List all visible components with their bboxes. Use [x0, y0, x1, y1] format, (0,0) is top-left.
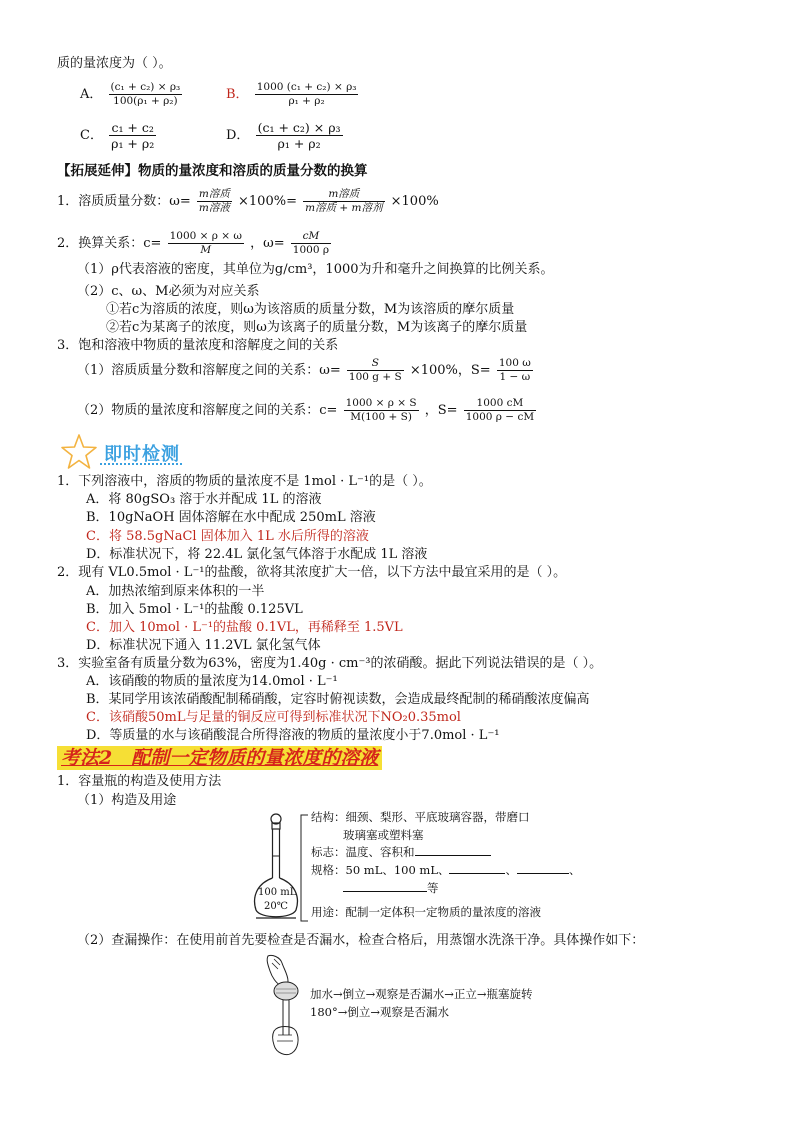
- extension-item-1: [57, 188, 439, 215]
- fraction-numerator: 100 ω: [498, 357, 531, 369]
- option-c[interactable]: [80, 120, 158, 151]
- flask-mark-text: 标志：温度、容积和: [311, 845, 415, 859]
- section-1-2-title: （2）查漏操作：在使用前首先要检查是否漏水，检查合格后，用蒸馏水洗涤干净。具体操作如下：: [77, 933, 645, 948]
- q3-option-b[interactable]: B．某同学用该浓硝酸配制稀硝酸，定容时俯视读数，会造成最终配制的稀硝酸浓度偏高: [86, 692, 590, 707]
- option-b-denominator: ρ₁ + ρ₂: [288, 95, 325, 107]
- fraction-denominator: m溶液: [198, 202, 230, 214]
- fraction-numerator: 1000 cM: [464, 397, 536, 411]
- formula-fraction: [344, 397, 419, 424]
- option-c-numerator: c₁ + c₂: [109, 120, 156, 136]
- formula-fraction: [464, 397, 536, 424]
- option-c-fraction: [109, 120, 156, 151]
- option-b-fraction: [255, 81, 359, 108]
- extension-item-2-2a: ①若c为溶质的浓度，则ω为该溶质的质量分数，M为该溶质的摩尔质量: [106, 302, 515, 317]
- option-a-label: A．: [80, 87, 103, 102]
- flask-use: 用途：配制一定体积一定物质的量浓度的溶液: [311, 905, 541, 919]
- extension-item-3-2: [77, 397, 538, 424]
- blank-field[interactable]: [449, 862, 505, 874]
- q3-option-c[interactable]: C．该硝酸50mL与足量的铜反应可得到标准状况下NO₂0.35mol: [86, 710, 461, 725]
- blank-field[interactable]: [343, 880, 427, 892]
- formula-fraction: [497, 357, 533, 384]
- formula-text: ，ω=: [250, 236, 285, 251]
- flask-spec: [311, 862, 580, 877]
- flask-spec-cont: [343, 880, 439, 895]
- fraction-denominator: 100 g + S: [348, 371, 402, 383]
- q1-option-b[interactable]: B．10gNaOH 固体溶解在水中配成 250mL 溶液: [86, 510, 376, 525]
- extension-item-2-1: （1）ρ代表溶液的密度，其单位为g/cm³，1000为升和毫升之间换算的比例关系。: [77, 262, 554, 277]
- flask-volume-label: 100 mL: [258, 887, 297, 898]
- formula-text: ，S=: [424, 403, 458, 418]
- flask-structure-1: 结构：细颈、梨形、平底玻璃容器，带磨口: [311, 810, 530, 824]
- formula-fraction: [291, 230, 331, 257]
- option-d-fraction: [256, 120, 343, 151]
- formula-text: ×100%: [390, 194, 439, 209]
- method-2-banner: 考法2 配制一定物质的量浓度的溶液: [57, 746, 382, 770]
- section-1-1-title: （1）构造及用途: [77, 793, 177, 808]
- extension-item-3: 3．饱和溶液中物质的量浓度和溶解度之间的关系: [57, 338, 339, 353]
- fraction-denominator: 1 − ω: [499, 371, 531, 383]
- fraction-denominator: 1000 ρ: [292, 244, 330, 256]
- q2-option-d[interactable]: D．标准状况下通入 11.2VL 氯化氢气体: [86, 638, 321, 653]
- flask-mark: [311, 844, 491, 859]
- option-d-numerator: (c₁ + c₂) × ρ₃: [257, 120, 341, 135]
- q2-option-a[interactable]: A．加热浓缩到原来体积的一半: [86, 584, 265, 599]
- option-b[interactable]: [226, 81, 360, 108]
- formula-fraction: [347, 357, 404, 384]
- q3-option-d[interactable]: D．等质量的水与该硝酸混合所得溶液的物质的量浓度小于7.0mol · L⁻¹: [86, 728, 500, 743]
- question-stem-tail: 质的量浓度为（ ）。: [57, 56, 172, 71]
- section-1-title: 1．容量瓶的构造及使用方法: [57, 774, 222, 789]
- q1-option-d[interactable]: D．标准状况下，将 22.4L 氯化氢气体溶于水配成 1L 溶液: [86, 547, 428, 562]
- fraction-numerator: cM: [291, 230, 331, 244]
- flask-spec-text: 规格：50 mL、100 mL、: [311, 863, 450, 877]
- question-3: 3．实验室备有质量分数为63%，密度为1.40g · cm⁻³的浓硝酸。据此下列说法错误的是（ ）。: [57, 656, 603, 671]
- formula-fraction: [303, 188, 384, 215]
- option-c-label: C．: [80, 128, 103, 143]
- fraction-numerator: m溶质: [198, 188, 230, 200]
- fraction-numerator: S: [347, 357, 404, 371]
- q2-option-b[interactable]: B．加入 5mol · L⁻¹的盐酸 0.125VL: [86, 602, 303, 617]
- fraction-numerator: 1000 × ρ × ω: [169, 230, 242, 242]
- option-d-label: D．: [226, 128, 250, 143]
- blank-field[interactable]: [517, 862, 569, 874]
- leak-step-2: 180°→倒立→观察是否漏水: [310, 1005, 449, 1019]
- formula-text: 2．换算关系：c=: [57, 236, 162, 251]
- fraction-denominator: M(100 + S): [350, 411, 412, 423]
- formula-text: ×100%=: [238, 194, 297, 209]
- leak-step-1: 加水→倒立→观察是否漏水→正立→瓶塞旋转: [310, 987, 533, 1001]
- formula-text: （2）物质的量浓度和溶解度之间的关系：c=: [77, 403, 338, 418]
- fraction-numerator: 1000 × ρ × S: [345, 397, 417, 409]
- flask-temperature-label: 20℃: [264, 901, 288, 912]
- formula-text: （1）溶质质量分数和溶解度之间的关系：ω=: [77, 363, 341, 378]
- option-d-denominator: ρ₁ + ρ₂: [277, 136, 321, 151]
- formula-text: ×100%，S=: [409, 363, 491, 378]
- option-a-fraction: [109, 81, 183, 108]
- option-a[interactable]: [80, 81, 184, 108]
- formula-fraction: [197, 188, 232, 215]
- flask-spec-end: 等: [427, 881, 439, 895]
- question-1: 1．下列溶液中，溶质的物质的量浓度不是 1mol · L⁻¹的是（ ）。: [57, 474, 432, 489]
- heading-underline: [100, 463, 182, 465]
- check-heading: 即时检测: [104, 444, 180, 465]
- formula-fraction: [168, 230, 244, 257]
- option-a-denominator: 100(ρ₁ + ρ₂): [113, 95, 178, 107]
- separator: 、: [568, 863, 581, 877]
- flask-structure-2: 玻璃塞或塑料塞: [343, 828, 424, 842]
- option-b-numerator: 1000 (c₁ + c₂) × ρ₃: [256, 81, 357, 93]
- fraction-denominator: M: [200, 244, 212, 256]
- formula-text: 1．溶质质量分数：ω=: [57, 194, 191, 209]
- q1-option-c[interactable]: C．将 58.5gNaCl 固体加入 1L 水后所得的溶液: [86, 529, 369, 544]
- q1-option-a[interactable]: A．将 80gSO₃ 溶于水并配成 1L 的溶液: [86, 492, 322, 507]
- leak-test-hand-icon: [262, 953, 306, 1057]
- fraction-numerator: m溶质: [303, 188, 384, 202]
- extension-item-3-1: [77, 357, 535, 384]
- option-c-denominator: ρ₁ + ρ₂: [111, 136, 155, 151]
- extension-item-2: [57, 230, 333, 257]
- separator: 、: [505, 863, 517, 877]
- extension-item-2-2b: ②若c为某离子的浓度，则ω为该离子的质量分数，M为该离子的摩尔质量: [106, 320, 528, 335]
- star-icon: [60, 433, 98, 471]
- blank-field[interactable]: [415, 844, 491, 856]
- extension-item-2-2: （2）c、ω、M必须为对应关系: [77, 284, 260, 299]
- fraction-denominator: m溶质 + m溶剂: [305, 202, 383, 214]
- option-a-numerator: (c₁ + c₂) × ρ₃: [110, 81, 181, 93]
- q3-option-a[interactable]: A．该硝酸的物质的量浓度为14.0mol · L⁻¹: [86, 674, 338, 689]
- bracket: [296, 812, 310, 924]
- extension-title: 【拓展延伸】物质的量浓度和溶质的质量分数的换算: [57, 163, 368, 179]
- q2-option-c[interactable]: C．加入 10mol · L⁻¹的盐酸 0.1VL，再稀释至 1.5VL: [86, 620, 403, 635]
- question-2: 2．现有 VL0.5mol · L⁻¹的盐酸，欲将其浓度扩大一倍，以下方法中最宜采用的是（ ）。: [57, 565, 567, 580]
- fraction-denominator: 1000 ρ − cM: [465, 411, 535, 423]
- option-b-label: B．: [226, 87, 249, 102]
- option-d[interactable]: [226, 120, 345, 151]
